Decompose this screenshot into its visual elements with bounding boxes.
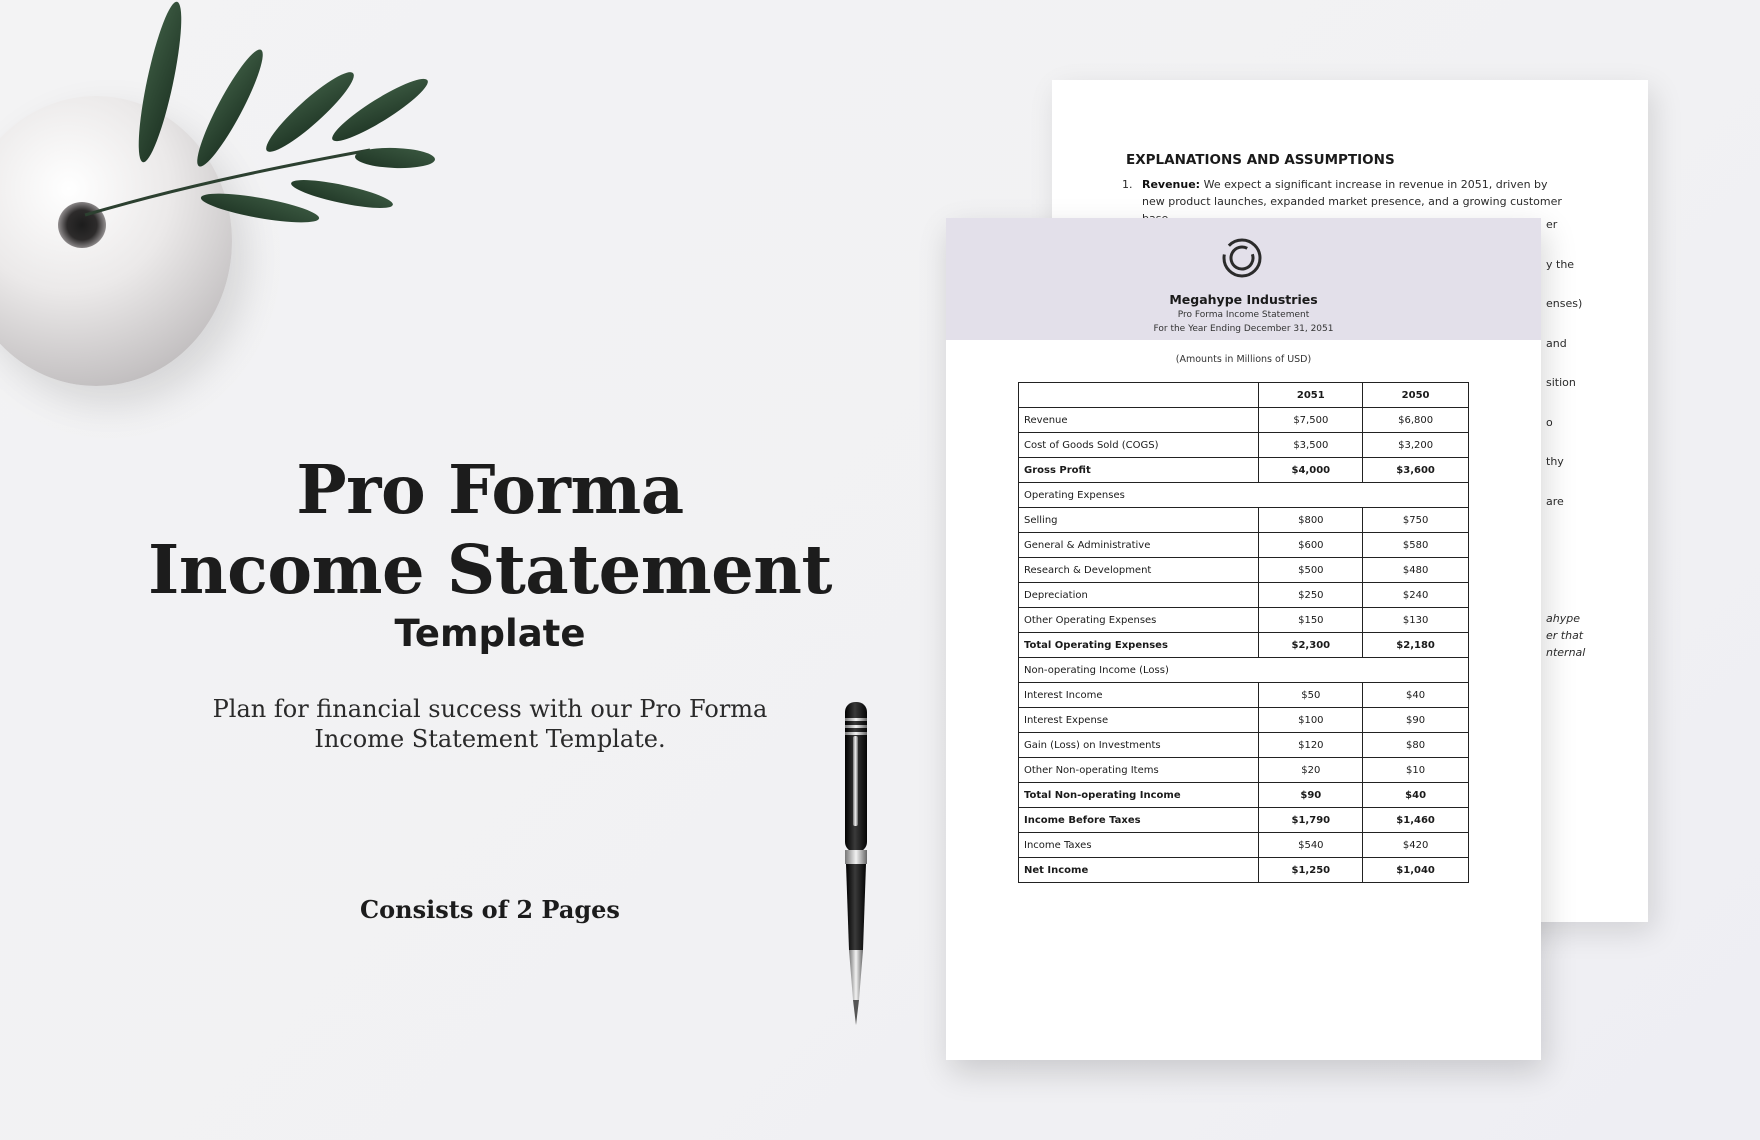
table-row <box>1019 708 1469 733</box>
value-2051: $500 <box>1259 558 1363 583</box>
table-row-total <box>1019 633 1469 658</box>
company-name: Megahype Industries <box>1169 292 1318 307</box>
table-row-total <box>1019 783 1469 808</box>
italic-fragment: ahype <box>1546 612 1580 625</box>
value-2050: $1,460 <box>1363 808 1469 833</box>
section-label: Non-operating Income (Loss) <box>1019 658 1469 683</box>
table-row <box>1019 758 1469 783</box>
value-2051: $800 <box>1259 508 1363 533</box>
explanations-heading: EXPLANATIONS AND ASSUMPTIONS <box>1126 152 1395 168</box>
row-label: Selling <box>1019 508 1259 533</box>
text-fragment: are <box>1546 495 1564 508</box>
income-statement-table <box>1018 382 1469 883</box>
row-label: Gain (Loss) on Investments <box>1019 733 1259 758</box>
value-2050: $1,040 <box>1363 858 1469 883</box>
value-2051: $90 <box>1259 783 1363 808</box>
text-fragment: enses) <box>1546 297 1583 310</box>
row-label: Gross Profit <box>1019 458 1259 483</box>
pages-note: Consists of 2 Pages <box>360 895 620 924</box>
value-2051: $1,790 <box>1259 808 1363 833</box>
value-2050: $420 <box>1363 833 1469 858</box>
hero-title-line2: Income Statement <box>148 530 832 609</box>
explanation-label: Revenue: <box>1142 178 1201 191</box>
olive-branch-icon <box>60 0 480 250</box>
value-2050: $2,180 <box>1363 633 1469 658</box>
hero-title-line1: Pro Forma <box>296 450 684 529</box>
value-2051: $150 <box>1259 608 1363 633</box>
value-2050: $6,800 <box>1363 408 1469 433</box>
table-row <box>1019 533 1469 558</box>
value-2050: $580 <box>1363 533 1469 558</box>
text-fragment: and <box>1546 337 1567 350</box>
table-row <box>1019 583 1469 608</box>
amounts-note: (Amounts in Millions of USD) <box>1175 354 1312 365</box>
value-2050: $3,600 <box>1363 458 1469 483</box>
value-2050: $3,200 <box>1363 433 1469 458</box>
value-2051: $250 <box>1259 583 1363 608</box>
table-section-row <box>1019 658 1469 683</box>
value-2051: $540 <box>1259 833 1363 858</box>
table-row <box>1019 508 1469 533</box>
italic-fragment: er that <box>1546 629 1584 642</box>
value-2051: $7,500 <box>1259 408 1363 433</box>
value-2051: $100 <box>1259 708 1363 733</box>
value-2050: $10 <box>1363 758 1469 783</box>
pen-icon <box>838 700 874 1065</box>
text-fragment: er <box>1546 218 1558 231</box>
explanation-number: 1. <box>1122 178 1133 191</box>
row-label: Total Operating Expenses <box>1019 633 1259 658</box>
value-2050: $240 <box>1363 583 1469 608</box>
hero-subtitle: Template <box>394 612 586 655</box>
table-row <box>1019 408 1469 433</box>
table-row <box>1019 683 1469 708</box>
table-row-total <box>1019 458 1469 483</box>
document-period: For the Year Ending December 31, 2051 <box>1153 324 1334 334</box>
income-statement-page <box>946 218 1541 1060</box>
value-2051: $1,250 <box>1259 858 1363 883</box>
column-header <box>1019 383 1259 408</box>
row-label: Net Income <box>1019 858 1259 883</box>
value-2050: $130 <box>1363 608 1469 633</box>
column-header-2050: 2050 <box>1363 383 1469 408</box>
row-label: General & Administrative <box>1019 533 1259 558</box>
value-2051: $2,300 <box>1259 633 1363 658</box>
text-fragment: o <box>1546 416 1553 429</box>
company-logo-icon <box>1218 234 1266 282</box>
row-label: Research & Development <box>1019 558 1259 583</box>
value-2051: $4,000 <box>1259 458 1363 483</box>
text-fragment: thy <box>1546 455 1564 468</box>
value-2050: $40 <box>1363 683 1469 708</box>
value-2050: $40 <box>1363 783 1469 808</box>
table-row-total <box>1019 808 1469 833</box>
hero-title <box>110 450 870 610</box>
value-2051: $3,500 <box>1259 433 1363 458</box>
document-title: Pro Forma Income Statement <box>1177 310 1310 320</box>
row-label: Other Non-operating Items <box>1019 758 1259 783</box>
value-2050: $480 <box>1363 558 1469 583</box>
row-label: Total Non-operating Income <box>1019 783 1259 808</box>
table-row <box>1019 433 1469 458</box>
row-label: Interest Income <box>1019 683 1259 708</box>
table-row <box>1019 833 1469 858</box>
document-header <box>946 218 1541 340</box>
value-2050: $90 <box>1363 708 1469 733</box>
row-label: Income Before Taxes <box>1019 808 1259 833</box>
table-row-total <box>1019 858 1469 883</box>
table-row <box>1019 733 1469 758</box>
table-row <box>1019 558 1469 583</box>
value-2051: $120 <box>1259 733 1363 758</box>
column-header-2051: 2051 <box>1259 383 1363 408</box>
table-section-row <box>1019 483 1469 508</box>
row-label: Cost of Goods Sold (COGS) <box>1019 433 1259 458</box>
row-label: Other Operating Expenses <box>1019 608 1259 633</box>
section-label: Operating Expenses <box>1019 483 1469 508</box>
row-label: Depreciation <box>1019 583 1259 608</box>
value-2050: $80 <box>1363 733 1469 758</box>
hero-description: Plan for financial success with our Pro Forma Income Statement Template. <box>212 695 768 753</box>
table-header-row <box>1019 383 1469 408</box>
row-label: Revenue <box>1019 408 1259 433</box>
row-label: Interest Expense <box>1019 708 1259 733</box>
table-row <box>1019 608 1469 633</box>
value-2050: $750 <box>1363 508 1469 533</box>
value-2051: $600 <box>1259 533 1363 558</box>
value-2051: $50 <box>1259 683 1363 708</box>
explanation-text: We expect a significant increase in revenue in 2051, driven by new product launches, expanded market presence, and a growing customer <box>1142 178 1562 208</box>
row-label: Income Taxes <box>1019 833 1259 858</box>
value-2051: $20 <box>1259 758 1363 783</box>
text-fragment: sition <box>1546 376 1576 389</box>
italic-fragment: nternal <box>1546 646 1586 659</box>
text-fragment: y the <box>1546 258 1575 271</box>
